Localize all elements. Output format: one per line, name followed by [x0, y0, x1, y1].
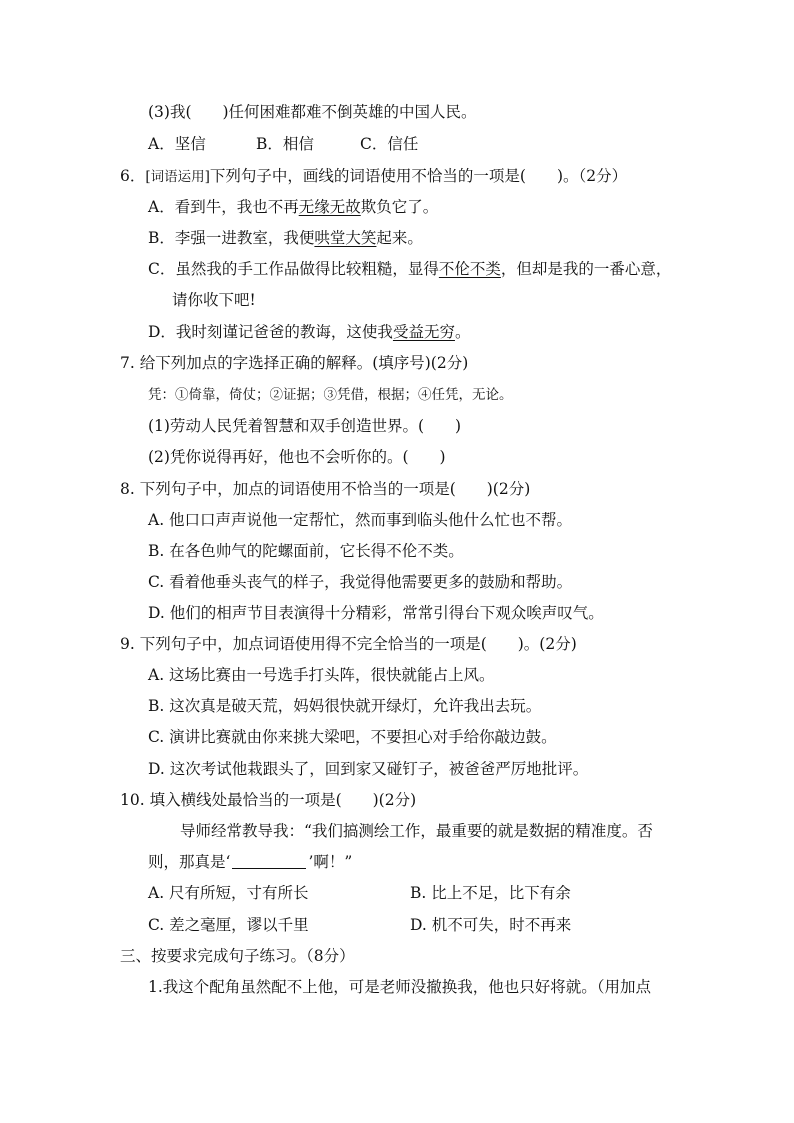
- q10-option-a: A. 尺有所短，寸有所长: [148, 884, 309, 902]
- q9-option-c: C. 演讲比赛就由你来挑大梁吧，不要担心对手给你敲边鼓。: [148, 728, 557, 746]
- q10-option-b: B. 比上不足，比下有余: [410, 884, 571, 902]
- q7-sentence-1: (1)劳动人民凭着智慧和双手创造世界。( ): [148, 417, 462, 435]
- section-3-question-1: 1.我这个配角虽然配不上他，可是老师没撤换我，他也只好将就。（用加点: [148, 978, 652, 996]
- q6-option-c-continued: 请你收下吧!: [172, 291, 256, 309]
- q7-sentence-2: (2)凭你说得再好，他也不会听你的。( ): [148, 448, 446, 466]
- q10-stem: 10. 填入横线处最恰当的一项是( )(2分): [120, 791, 417, 809]
- q6-stem-line: [120, 166, 627, 187]
- q10-passage-line-1: 导师经常教导我：“我们搞测绘工作，最重要的就是数据的精准度。否: [180, 822, 653, 840]
- q6-option-d: D．我时刻谨记爸爸的教诲，这使我受益无穷。: [148, 323, 471, 341]
- q7-stem: 7. 给下列加点的字选择正确的解释。(填序号)(2分): [120, 354, 469, 372]
- underlined-word: 受益无穷: [392, 323, 455, 341]
- underlined-word: 无缘无故: [298, 198, 361, 216]
- q8-stem: 8. 下列句子中，加点的词语使用不恰当的一项是( )(2分): [120, 480, 531, 498]
- q6-tag: [词语运用]: [145, 169, 210, 185]
- q9-option-d: D. 这次考试他栽跟头了，回到家又碰钉子，被爸爸严厉地批评。: [148, 760, 589, 778]
- q8-option-c: C. 看着他垂头丧气的样子，我觉得他需要更多的鼓励和帮助。: [148, 573, 573, 591]
- q5-3-option-a: A．坚信: [148, 135, 206, 153]
- q6-stem: 下列句子中，画线的词语使用不恰当的一项是( )。（2分）: [209, 167, 628, 185]
- q10-option-d: D. 机不可失，时不再来: [410, 916, 572, 934]
- q9-stem: 9. 下列句子中，加点词语使用得不完全恰当的一项是( )。(2分): [120, 635, 577, 653]
- q9-option-b: B. 这次真是破天荒，妈妈很快就开绿灯，允许我出去玩。: [148, 697, 542, 715]
- fill-in-blank: [232, 854, 306, 869]
- q8-option-d: D. 他们的相声节目表演得十分精彩，常常引得台下观众唉声叹气。: [148, 604, 604, 622]
- q10-passage-line-2: 则，那真是‘ ’啊！”: [148, 853, 353, 871]
- q5-3-stem: (3)我( )任何困难都难不倒英雄的中国人民。: [148, 103, 477, 121]
- underlined-word: 哄堂大笑: [314, 229, 377, 247]
- q5-3-option-b: B．相信: [256, 135, 314, 153]
- q6-option-c: C．虽然我的手工作品做得比较粗糙，显得不伦不类，但却是我的一番心意，: [148, 260, 672, 278]
- q9-option-a: A. 这场比赛由一号选手打头阵，很快就能占上风。: [148, 666, 495, 684]
- q10-option-c: C. 差之毫厘，谬以千里: [148, 916, 309, 934]
- q6-option-b: B．李强一进教室，我便哄堂大笑起来。: [148, 229, 423, 247]
- q6-number: 6．: [120, 167, 146, 185]
- q8-option-b: B. 在各色帅气的陀螺面前，它长得不伦不类。: [148, 542, 464, 560]
- q8-option-a: A. 他口口声声说他一定帮忙，然而事到临头他什么忙也不帮。: [148, 511, 573, 529]
- underlined-word: 不伦不类: [438, 260, 501, 278]
- q7-definitions: 凭：①倚靠，倚仗；②证据；③凭借，根据；④任凭，无论。: [148, 387, 513, 403]
- q5-3-option-c: C．信任: [360, 135, 419, 153]
- section-3-title: 三、按要求完成句子练习。（8分）: [120, 947, 355, 965]
- q6-option-a: A．看到牛，我也不再无缘无故欺负它了。: [148, 198, 439, 216]
